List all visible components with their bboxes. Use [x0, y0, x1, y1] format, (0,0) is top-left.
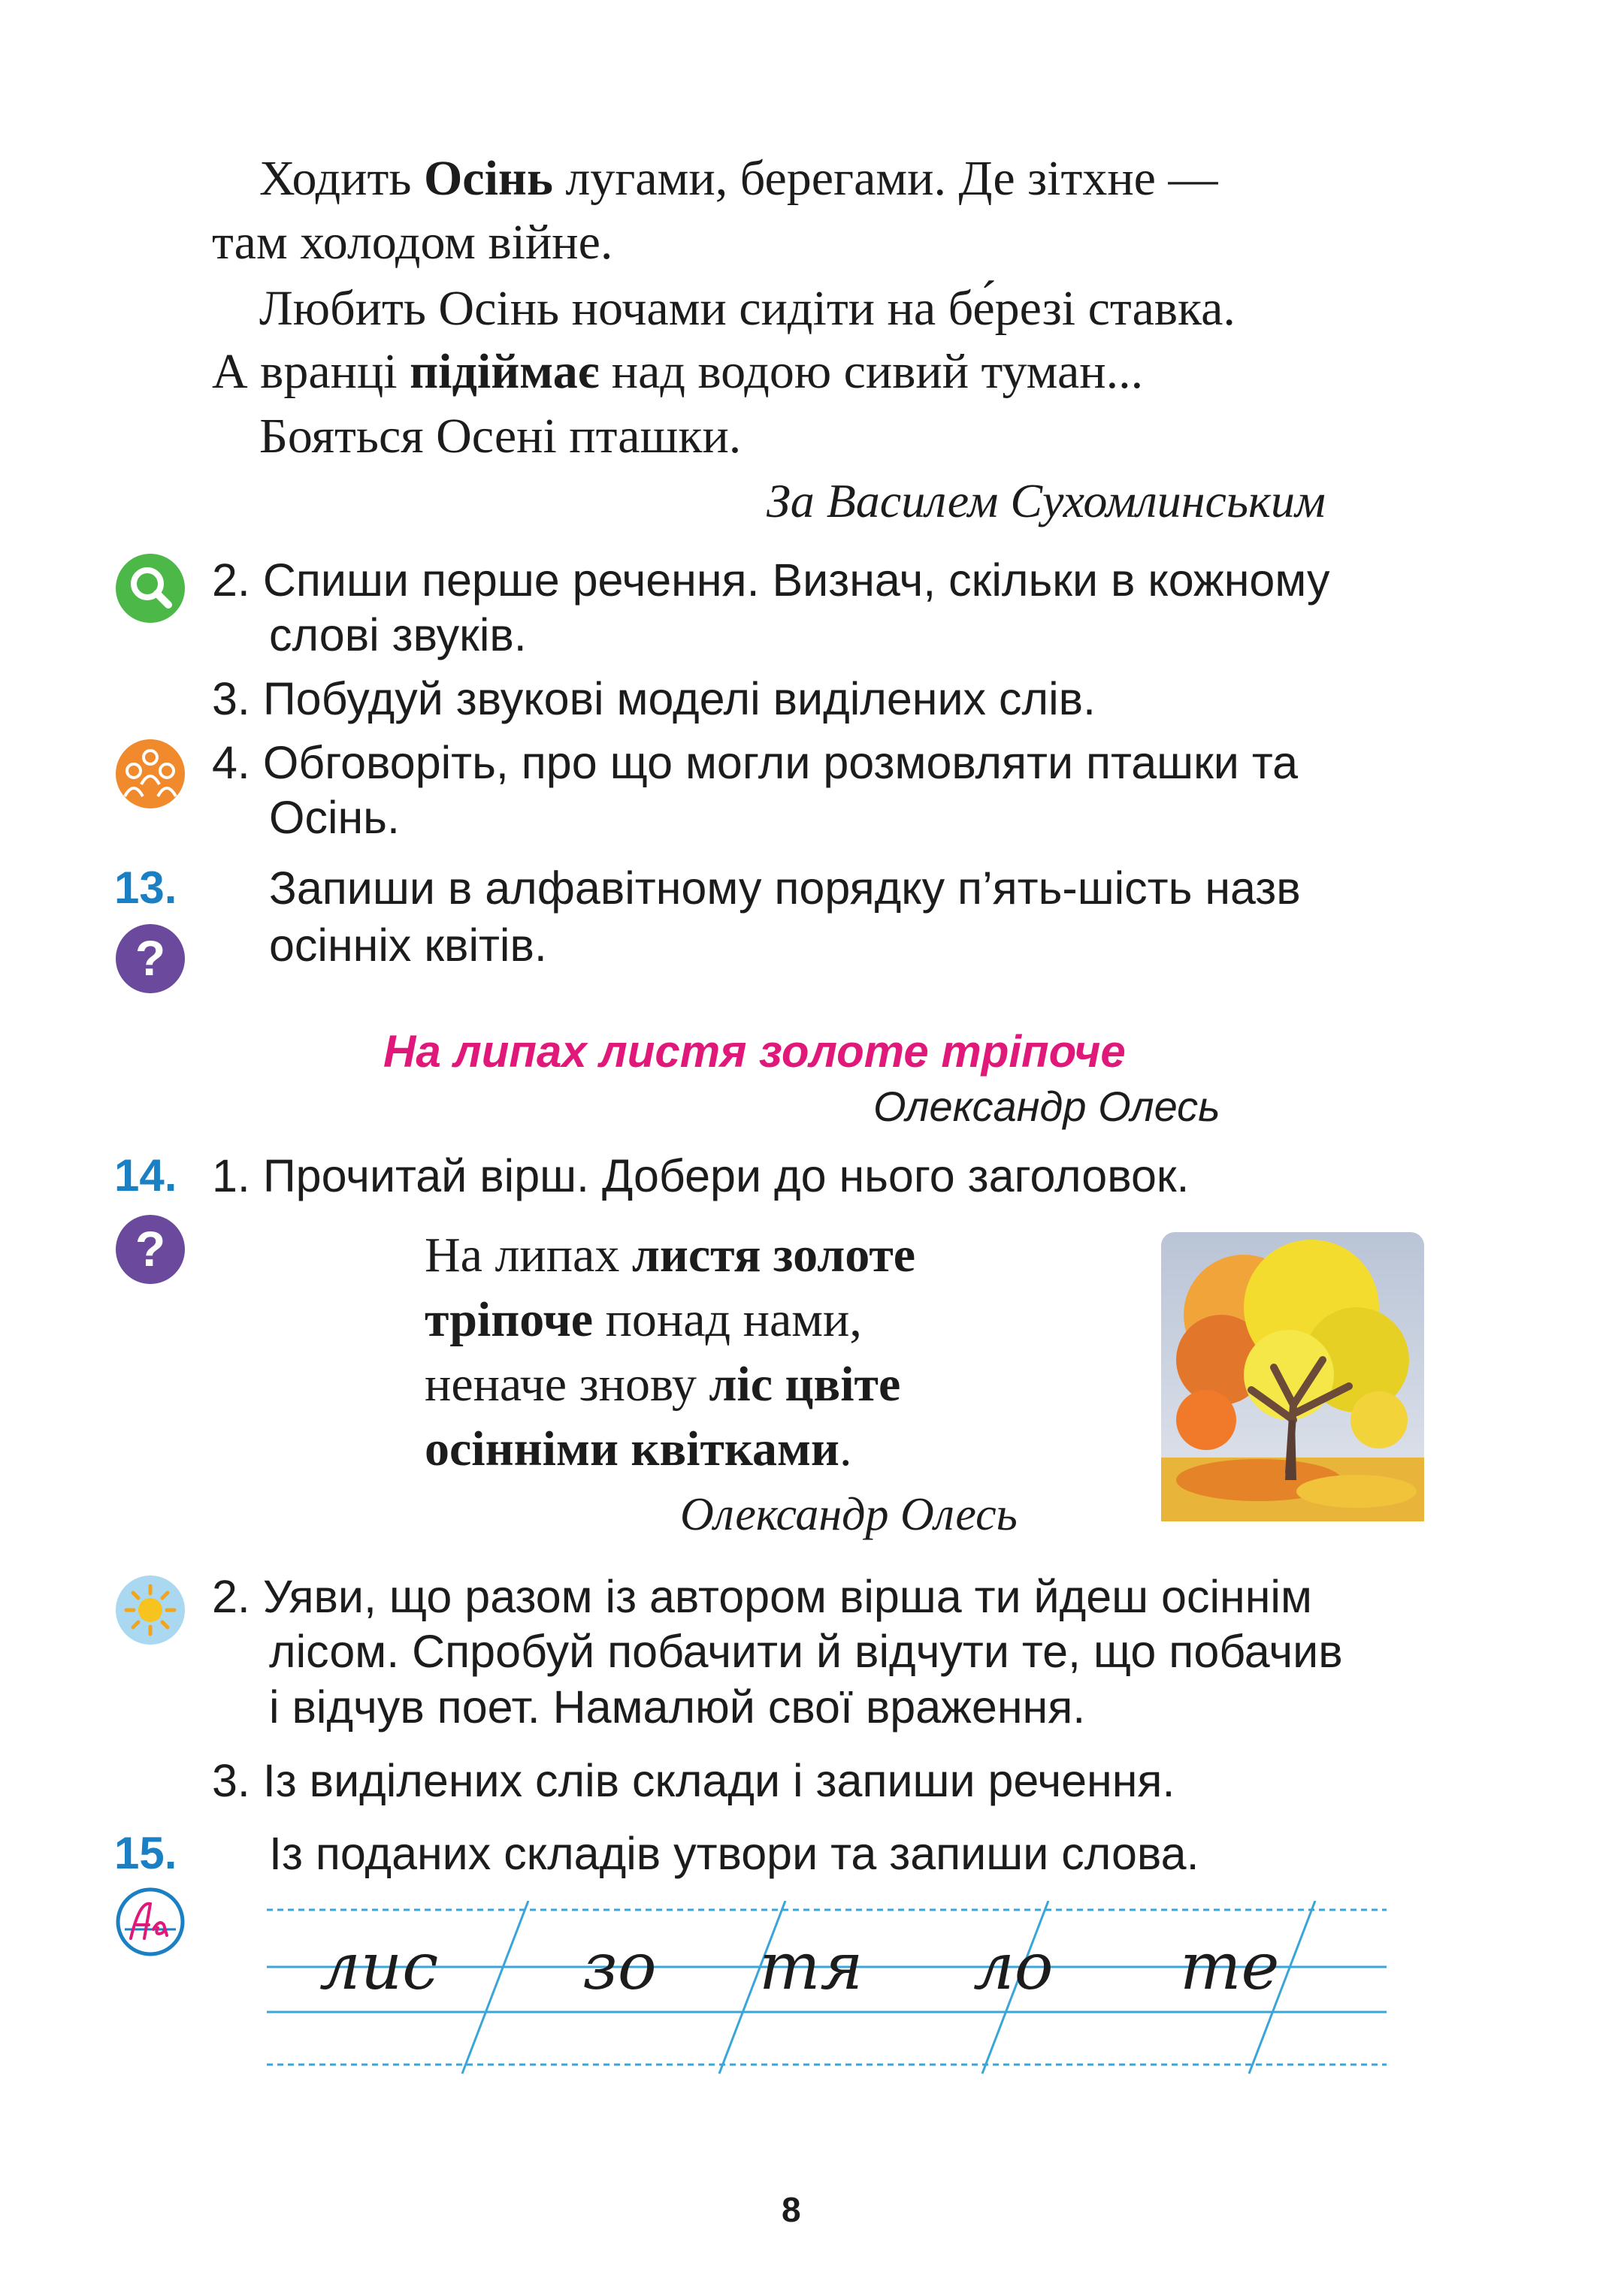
syllable: ло — [973, 1929, 1054, 2004]
story-line-4: А вранці підіймає над водою сивий туман... — [212, 344, 1144, 399]
handwriting-icon — [114, 1886, 186, 1958]
exercise-13-line-2: осінніх квітів. — [269, 920, 547, 971]
exercise-14-task-3: 3. Із виділених слів склади і запиши речення. — [212, 1755, 1175, 1806]
exercise-13-number: 13. — [114, 863, 177, 913]
svg-text:?: ? — [135, 930, 166, 986]
story-source: За Василем Сухомлинським — [767, 474, 1326, 527]
poem-heading: На липах листя золоте тріпоче — [383, 1026, 1126, 1077]
exercise-14-task-2-line-3: і відчув поет. Намалюй свої враження. — [269, 1681, 1086, 1733]
poem-heading-author: Олександр Олесь — [873, 1083, 1220, 1130]
poem-line-1: На липах листя золоте — [425, 1228, 916, 1282]
autumn-tree-illustration — [1161, 1232, 1424, 1521]
group-discussion-icon — [114, 738, 186, 810]
exercise-15-number: 15. — [114, 1828, 177, 1878]
syllable: лис — [319, 1929, 439, 2004]
task-2-line-1: 2. Спиши перше речення. Визнач, скільки в кожному — [212, 554, 1330, 606]
question-icon — [114, 923, 186, 995]
sun-icon — [114, 1574, 186, 1646]
story-line-2: там холодом війне. — [212, 215, 613, 270]
syllable: зо — [582, 1929, 657, 2004]
exercise-15-text: Із поданих складів утвори та запиши слова. — [269, 1828, 1199, 1879]
exercise-14-task-1: 1. Прочитай вірш. Добери до нього заголовок. — [212, 1150, 1190, 1201]
poem-line-4: осінніми квітками. — [425, 1421, 852, 1476]
exercise-14-task-2-line-2: лісом. Спробуй побачити й відчути те, що побачив — [269, 1626, 1343, 1677]
syllable: те — [1180, 1929, 1280, 2004]
poem-line-2: тріпоче понад нами, — [425, 1292, 862, 1347]
poem-line-3: неначе знову ліс цвіте — [425, 1357, 901, 1412]
poem-author: Олександр Олесь — [680, 1489, 1018, 1540]
task-3: 3. Побудуй звукові моделі виділених слів. — [212, 673, 1096, 724]
exercise-14-number: 14. — [114, 1150, 177, 1201]
svg-text:?: ? — [135, 1221, 166, 1276]
task-4-line-1: 4. Обговоріть, про що могли розмовляти пташки та — [212, 737, 1298, 788]
story-line-3: Любить Осінь ночами сидіти на бе́резі ставка. — [259, 281, 1236, 336]
task-4-line-2: Осінь. — [269, 792, 400, 843]
story-line-1: Ходить Осінь лугами, берегами. Де зітхне — — [259, 151, 1218, 206]
question-icon — [114, 1213, 186, 1285]
syllable: тя — [759, 1929, 864, 2004]
page-number: 8 — [782, 2190, 801, 2229]
exercise-13-line-1: Запиши в алфавітному порядку п’ять-шість назв — [269, 863, 1301, 914]
exercise-14-task-2-line-1: 2. Уяви, що разом із автором вірша ти йдеш осіннім — [212, 1571, 1312, 1622]
story-line-5: Бояться Осені пташки. — [259, 409, 742, 464]
search-icon — [114, 552, 186, 624]
task-2-line-2: слові звуків. — [269, 609, 527, 660]
